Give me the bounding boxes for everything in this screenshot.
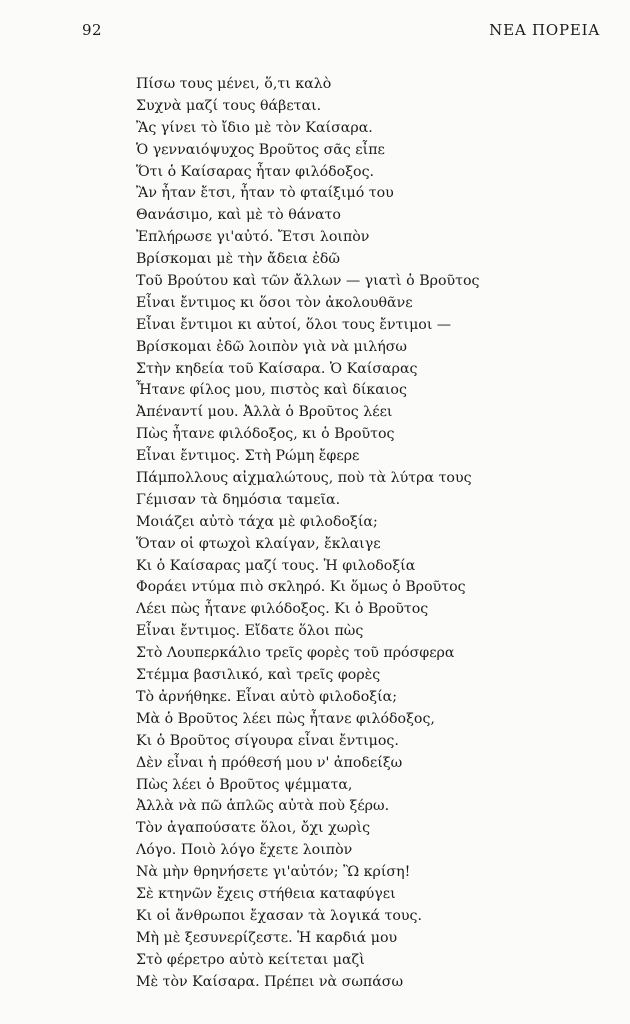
poem-line: Εἶναι ἔντιμος κι ὅσοι τὸν ἀκολουθᾶνε xyxy=(136,294,413,311)
poem-line: Φοράει ντύμα πιὸ σκληρό. Κι ὅμως ὁ Βροῦτος xyxy=(136,579,466,596)
poem-line: Πίσω τους μένει, ὅ,τι καλὸ xyxy=(136,76,332,92)
poem-line: Τὸν ἀγαπούσατε ὅλοι, ὄχι χωρὶς xyxy=(136,820,371,837)
poem-line: Θανάσιμο, καὶ μὲ τὸ θάνατο xyxy=(136,207,341,224)
poem-line: Τὸ ἀρνήθηκε. Εἶναι αὐτὸ φιλοδοξία; xyxy=(136,688,397,705)
poem-line: Κι ὁ Καίσαρας μαζί τους. Ἡ φιλοδοξία xyxy=(136,557,416,574)
poem-line: Κι οἱ ἄνθρωποι ἔχασαν τὰ λογικά τους. xyxy=(136,907,423,924)
poem-line: Ἂν ἦταν ἔτσι, ἦταν τὸ φταίξιμό του xyxy=(136,185,394,202)
poem-line: Πὼς ἦτανε φιλόδοξος, κι ὁ Βροῦτος xyxy=(136,426,395,443)
poem-line: Μὲ τὸν Καίσαρα. Πρέπει νὰ σωπάσω xyxy=(136,973,404,990)
poem-line: Δὲν εἶναι ἡ πρόθεσή μου ν' ἀποδείξω xyxy=(136,754,403,771)
poem-line: Ἂς γίνει τὸ ἴδιο μὲ τὸν Καίσαρα. xyxy=(136,119,373,136)
poem-line: Ὅταν οἱ φτωχοὶ κλαίγαν, ἔκλαιγε xyxy=(136,535,381,552)
poem-line: Γέμισαν τὰ δημόσια ταμεῖα. xyxy=(136,491,341,508)
poem-line: Ἀλλὰ νὰ πῶ ἁπλῶς αὐτὰ ποὺ ξέρω. xyxy=(136,798,390,815)
poem-line: Πὼς λέει ὁ Βροῦτος ψέμματα, xyxy=(136,776,353,793)
poem-line: Μὴ μὲ ξεσυνερίζεστε. Ἡ καρδιά μου xyxy=(136,929,398,946)
poem-line: Στὸ φέρετρο αὐτὸ κείτεται μαζὶ xyxy=(136,951,365,968)
running-title: ΝΕΑ ΠΟΡΕΙΑ xyxy=(489,21,600,39)
poem-line: Μὰ ὁ Βροῦτος λέει πὼς ἦτανε φιλόδοξος, xyxy=(136,710,435,727)
poem-line: Λέει πὼς ἦτανε φιλόδοξος. Κι ὁ Βροῦτος xyxy=(136,601,429,618)
poem-line: Μοιάζει αὐτὸ τάχα μὲ φιλοδοξία; xyxy=(136,513,378,530)
poem-line: Στέμμα βασιλικό, καὶ τρεῖς φορὲς xyxy=(136,667,381,684)
poem-line: Λόγο. Ποιὸ λόγο ἔχετε λοιπὸν xyxy=(136,842,353,859)
poem-line: Νὰ μὴν θρηνήσετε γι'αὐτόν; Ὢ κρίση! xyxy=(136,864,411,881)
poem-line: Εἶναι ἔντιμος. Στὴ Ρώμη ἔφερε xyxy=(136,448,360,465)
page-number: 92 xyxy=(82,21,103,39)
poem-line: Πάμπολλους αἰχμαλώτους, ποὺ τὰ λύτρα τους xyxy=(136,470,472,487)
poem-line: Στὴν κηδεία τοῦ Καίσαρα. Ὁ Καίσαρας xyxy=(136,360,418,377)
poem-line: Βρίσκομαι μὲ τὴν ἄδεια ἐδῶ xyxy=(136,251,340,268)
poem-line: Συχνὰ μαζί τους θάβεται. xyxy=(136,97,322,114)
poem-line: Ὁ γενναιόψυχος Βροῦτος σᾶς εἶπε xyxy=(136,141,385,158)
poem-line: Κι ὁ Βροῦτος σίγουρα εἶναι ἔντιμος. xyxy=(136,732,399,749)
poem-line: Ἀπέναντί μου. Ἀλλὰ ὁ Βροῦτος λέει xyxy=(136,404,393,421)
poem-line: Εἶναι ἔντιμος. Εἴδατε ὅλοι πὼς xyxy=(136,623,364,640)
poem-line: Βρίσκομαι ἐδῶ λοιπὸν γιὰ νὰ μιλήσω xyxy=(136,338,408,355)
poem-line: Ὅτι ὁ Καίσαρας ἦταν φιλόδοξος. xyxy=(136,163,375,180)
poem-line: Ἦτανε φίλος μου, πιστὸς καὶ δίκαιος xyxy=(136,382,407,399)
poem-line: Σὲ κτηνῶν ἔχεις στήθεια καταφύγει xyxy=(136,885,396,902)
poem-line: Ἐπλήρωσε γι'αὐτό. Ἔτσι λοιπὸν xyxy=(136,229,370,246)
poem-text xyxy=(136,74,606,993)
poem-line: Τοῦ Βρούτου καὶ τῶν ἄλλων — γιατὶ ὁ Βροῦτος xyxy=(136,273,480,290)
poem-line: Στὸ Λουπερκάλιο τρεῖς φορὲς τοῦ πρόσφερα xyxy=(136,645,455,662)
poem-line: Εἶναι ἔντιμοι κι αὐτοί, ὅλοι τους ἔντιμοι — xyxy=(136,316,452,333)
